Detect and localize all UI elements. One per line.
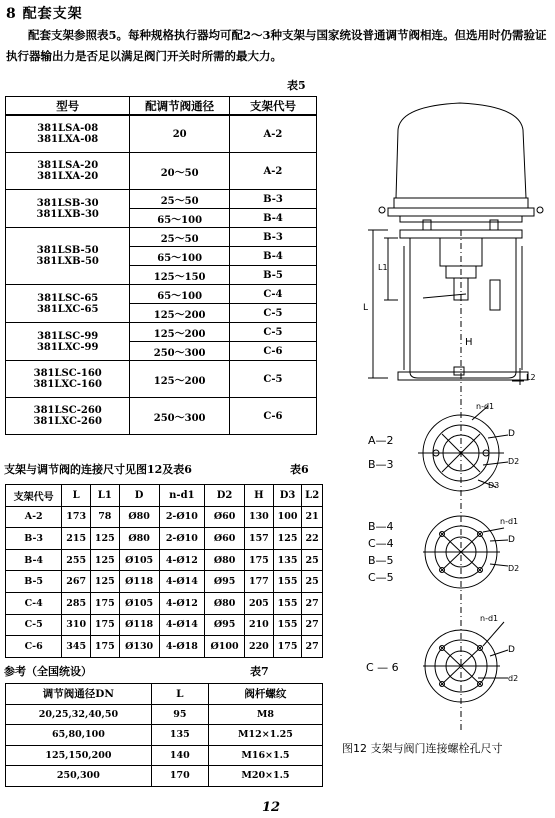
valve-size-cell: 125～150 — [130, 266, 230, 285]
table6-caption: 支架与调节阀的连接尺寸见图12及表6 — [4, 463, 192, 476]
model-name: 381LXB-50 — [36, 256, 99, 267]
table5-row — [6, 323, 317, 342]
table5-label: 表5 — [287, 79, 306, 92]
table6-cell: Ø118 — [119, 614, 159, 636]
table5 — [5, 96, 317, 435]
model-name: 381LSA-20 — [37, 160, 99, 171]
table5-row — [6, 361, 317, 398]
table7-header-row — [6, 684, 323, 705]
table6-header: D — [119, 485, 159, 507]
table6-cell: B-5 — [6, 571, 62, 593]
table6 — [5, 484, 323, 658]
table5-header: 配调节阀通径 — [130, 97, 230, 116]
table6-cell: 125 — [90, 571, 119, 593]
table5-model-cell — [6, 361, 130, 398]
bracket-code-cell: C-6 — [229, 398, 316, 435]
actuator-band — [394, 198, 528, 208]
table6-row — [6, 549, 323, 571]
table6-cell: 125 — [90, 528, 119, 550]
table6-cell: 100 — [273, 506, 302, 528]
table6-label: 表6 — [290, 463, 309, 476]
table6-cell: 27 — [302, 614, 323, 636]
table6-header-row — [6, 485, 323, 507]
table6-cell: 155 — [273, 592, 302, 614]
table5-row — [6, 228, 317, 247]
valve-size-cell: 65～100 — [130, 209, 230, 228]
bracket-code-cell: C-5 — [229, 361, 316, 398]
table7-cell: 170 — [151, 766, 208, 787]
table6-cell: 125 — [273, 528, 302, 550]
label-D: D — [508, 645, 515, 655]
table6-cell: 157 — [245, 528, 274, 550]
table6-cell: Ø95 — [205, 614, 245, 636]
model-name: 381LSC-99 — [37, 330, 99, 342]
table6-header: L2 — [302, 485, 323, 507]
label-L2: L2 — [526, 373, 536, 382]
table6-cell: 22 — [302, 528, 323, 550]
table6-cell: 175 — [90, 592, 119, 614]
table7-cell: M12×1.25 — [208, 725, 322, 746]
table6-cell: 25 — [302, 571, 323, 593]
table5-model-cell — [6, 228, 130, 285]
table6-row — [6, 592, 323, 614]
table6-cell: Ø95 — [205, 571, 245, 593]
table6-header: n-d1 — [159, 485, 204, 507]
label-D2: D2 — [508, 564, 520, 573]
table7-cell: 125,150,200 — [6, 745, 152, 766]
table5-model-cell — [6, 153, 130, 190]
label-d2: d2 — [508, 674, 519, 683]
label-C6: C — 6 — [366, 661, 399, 674]
model-name: 381LXA-20 — [37, 171, 99, 182]
label-D3: D3 — [488, 481, 500, 490]
table6-cell: 4-Ø18 — [159, 636, 204, 658]
table6-cell: 2-Ø10 — [159, 528, 204, 550]
table6-cell: 125 — [90, 549, 119, 571]
table6-cell: 255 — [62, 549, 91, 571]
bracket-code-cell: B-3 — [229, 190, 316, 209]
table7-caption: 参考（全国统设） — [4, 665, 92, 678]
table7-row — [6, 745, 323, 766]
model-name: 381LXC-260 — [33, 416, 102, 427]
table7-cell: 95 — [151, 704, 208, 725]
table6-cell: 155 — [273, 614, 302, 636]
table6-header: D3 — [273, 485, 302, 507]
table6-cell: 215 — [62, 528, 91, 550]
table6-cell: Ø100 — [205, 636, 245, 658]
table5-model-cell — [6, 398, 130, 435]
table6-cell: Ø80 — [205, 549, 245, 571]
table6-cell: C-5 — [6, 614, 62, 636]
bracket-code-cell: C-5 — [229, 304, 316, 323]
intro-paragraph: 配套支架参照表5。每种规格执行器均可配2～3种支架与国家统设普通调节阀相连。但选用时仍需验证执行器输出力是否足以满足阀门开关时所需的最大力。 — [6, 28, 547, 63]
table6-row — [6, 506, 323, 528]
bracket-code-cell: B-4 — [229, 247, 316, 266]
table6-cell: C-6 — [6, 636, 62, 658]
table6-cell: 25 — [302, 549, 323, 571]
table6-cell: 27 — [302, 636, 323, 658]
table6-cell: Ø60 — [205, 506, 245, 528]
bracket-code-cell: C-6 — [229, 342, 316, 361]
table6-cell: 4-Ø12 — [159, 592, 204, 614]
model-name: 381LSC-65 — [37, 292, 99, 304]
label-B4: B—4 — [368, 520, 394, 533]
label-D: D — [508, 429, 515, 439]
table6-cell: Ø105 — [119, 549, 159, 571]
actuator-plate — [388, 208, 534, 216]
bracket-code-cell: C-5 — [229, 323, 316, 342]
table6-cell: 4-Ø14 — [159, 614, 204, 636]
table6-row — [6, 571, 323, 593]
table5-model-cell — [6, 285, 130, 323]
table6-header: L — [62, 485, 91, 507]
table6-cell: 21 — [302, 506, 323, 528]
table7-cell: 135 — [151, 725, 208, 746]
valve-size-cell: 125～200 — [130, 304, 230, 323]
valve-size-cell: 25～50 — [130, 190, 230, 209]
model-name: 381LSC-260 — [33, 405, 102, 416]
valve-size-cell: 125～200 — [130, 361, 230, 398]
table6-cell: 175 — [273, 636, 302, 658]
table6-cell: 285 — [62, 592, 91, 614]
table6-header: L1 — [90, 485, 119, 507]
table6-header: 支架代号 — [6, 485, 62, 507]
section-title: 8 配套支架 — [6, 6, 83, 22]
table7-cell: M8 — [208, 704, 322, 725]
table6-cell: Ø118 — [119, 571, 159, 593]
table5-header: 支架代号 — [229, 97, 316, 116]
model-name: 381LSA-08 — [37, 123, 99, 134]
table7-cell: 65,80,100 — [6, 725, 152, 746]
bracket-code-cell: B-5 — [229, 266, 316, 285]
label-D2: D2 — [508, 457, 520, 466]
table6-header: D2 — [205, 485, 245, 507]
model-name: 381LXA-08 — [37, 134, 99, 145]
label-nd1: n-d1 — [476, 402, 495, 411]
table7-cell: M16×1.5 — [208, 745, 322, 766]
valve-size-cell: 250～300 — [130, 398, 230, 435]
table6-cell: 175 — [90, 636, 119, 658]
table7-row — [6, 725, 323, 746]
table6-cell: B-4 — [6, 549, 62, 571]
table7-cell: 250,300 — [6, 766, 152, 787]
table6-cell: 78 — [90, 506, 119, 528]
table7-row — [6, 704, 323, 725]
bracket-code-cell: C-4 — [229, 285, 316, 304]
table6-cell: B-3 — [6, 528, 62, 550]
figure12-caption: 图12 支架与阀门连接螺栓孔尺寸 — [342, 742, 503, 755]
table5-row — [6, 285, 317, 304]
table7 — [5, 683, 323, 787]
table7-label: 表7 — [250, 665, 269, 678]
table6-cell: 210 — [245, 614, 274, 636]
page-number: 12 — [262, 800, 281, 815]
table6-cell: 175 — [245, 549, 274, 571]
table6-cell: Ø80 — [119, 506, 159, 528]
table6-cell: 2-Ø10 — [159, 506, 204, 528]
model-name: 381LXC-160 — [33, 379, 102, 390]
table6-cell: Ø105 — [119, 592, 159, 614]
label-nd1: n-d1 — [480, 614, 499, 623]
table7-header: 调节阀通径DN — [6, 684, 152, 705]
table6-cell: 155 — [273, 571, 302, 593]
table6-row — [6, 636, 323, 658]
table6-cell: 4-Ø12 — [159, 549, 204, 571]
label-L: L — [363, 303, 369, 313]
table6-row — [6, 614, 323, 636]
table7-cell: 20,25,32,40,50 — [6, 704, 152, 725]
valve-size-cell: 250～300 — [130, 342, 230, 361]
table6-row — [6, 528, 323, 550]
valve-size-cell: 20 — [130, 115, 230, 153]
table6-cell: 220 — [245, 636, 274, 658]
valve-size-cell: 125～200 — [130, 323, 230, 342]
table6-cell: C-4 — [6, 592, 62, 614]
model-name: 381LXC-65 — [36, 303, 99, 315]
label-L1: L1 — [378, 263, 388, 272]
table6-cell: 173 — [62, 506, 91, 528]
actuator-housing — [396, 103, 526, 198]
valve-size-cell: 65～100 — [130, 285, 230, 304]
table5-row — [6, 398, 317, 435]
bracket-code-cell: A-2 — [229, 153, 316, 190]
figure12-drawing — [328, 70, 555, 735]
table6-cell: Ø60 — [205, 528, 245, 550]
table6-cell: 310 — [62, 614, 91, 636]
model-name: 381LSC-160 — [33, 368, 102, 379]
table6-cell: 345 — [62, 636, 91, 658]
table7-row — [6, 766, 323, 787]
label-C5: C—5 — [368, 571, 394, 584]
table5-row — [6, 190, 317, 209]
table6-cell: 4-Ø14 — [159, 571, 204, 593]
label-A2: A—2 — [368, 434, 394, 447]
valve-size-cell: 25～50 — [130, 228, 230, 247]
valve-size-cell: 20～50 — [130, 153, 230, 190]
table6-cell: 267 — [62, 571, 91, 593]
model-name: 381LSB-50 — [36, 245, 99, 256]
table6-cell: A-2 — [6, 506, 62, 528]
table5-model-cell — [6, 323, 130, 361]
table7-cell: M20×1.5 — [208, 766, 322, 787]
label-C4: C—4 — [368, 537, 394, 550]
bracket-code-cell: B-3 — [229, 228, 316, 247]
label-B5: B—5 — [368, 554, 394, 567]
bracket-code-cell: B-4 — [229, 209, 316, 228]
table6-cell: Ø130 — [119, 636, 159, 658]
table7-cell: 140 — [151, 745, 208, 766]
table6-cell: 130 — [245, 506, 274, 528]
table5-header: 型号 — [6, 97, 130, 116]
table6-cell: 27 — [302, 592, 323, 614]
bracket-code-cell: A-2 — [229, 115, 316, 153]
label-nd1: n-d1 — [500, 517, 519, 526]
table5-row — [6, 153, 317, 190]
model-name: 381LXC-99 — [36, 341, 99, 353]
table6-header: H — [245, 485, 274, 507]
table6-cell: 175 — [90, 614, 119, 636]
model-name: 381LXB-30 — [36, 208, 99, 220]
table6-cell: Ø80 — [205, 592, 245, 614]
table5-model-cell — [6, 115, 130, 153]
table7-header: 阀杆螺纹 — [208, 684, 322, 705]
table6-cell: 205 — [245, 592, 274, 614]
table5-row — [6, 115, 317, 153]
table6-cell: 135 — [273, 549, 302, 571]
label-D: D — [508, 535, 515, 545]
table6-cell: 177 — [245, 571, 274, 593]
label-B3: B—3 — [368, 458, 394, 471]
table6-cell: Ø80 — [119, 528, 159, 550]
table5-model-cell — [6, 190, 130, 228]
model-name: 381LSB-30 — [36, 197, 99, 209]
valve-size-cell: 65～100 — [130, 247, 230, 266]
table7-header: L — [151, 684, 208, 705]
label-H: H — [465, 337, 473, 348]
